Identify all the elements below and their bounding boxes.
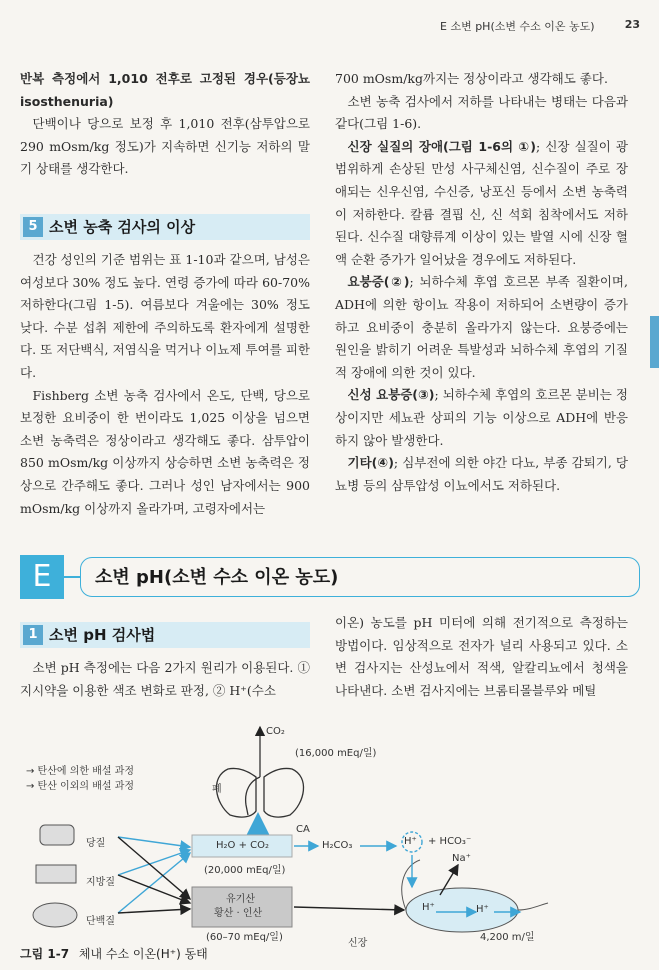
chapter-tab	[650, 316, 659, 368]
flow-rate: 4,200 m/일	[480, 932, 535, 943]
term: 요붕증(②)	[347, 274, 410, 290]
section-title: 소변 pH 검사법	[49, 626, 156, 644]
legend-noncarbonic: → 탄산 이외의 배설 과정	[26, 781, 135, 792]
box2-line1: 유기산	[226, 894, 255, 905]
box2-rate: (60–70 mEq/일)	[206, 932, 283, 943]
h-ion-kidney: H⁺	[422, 902, 435, 913]
legend-carbonic: → 탄산에 의한 배설 과정	[26, 766, 135, 777]
paragraph: Fishberg 소변 농축 검사에서 온도, 단백, 당으로 보정한 요비중이 한 번이라도 1,025 이상을 넘으면 소변 농축력은 정상이라고 생각해도 좋다. 삼투압이 850 mOsm/kg 이상까지 상승하면 소변 농축력은 정상으로 간주해도 좋다. 그러나 성인 남자에서는 900 mOsm/kg 이상까지 올라가며, 고령자에서는	[20, 387, 310, 516]
sugar-label: 당질	[86, 838, 106, 849]
left-column-top	[20, 68, 310, 181]
section-heading-1	[20, 622, 310, 648]
box1-label: H₂O + CO₂	[216, 840, 269, 851]
lung-label: 폐	[212, 784, 222, 795]
h-ion-label: H⁺	[404, 836, 417, 847]
section-title-box: 소변 pH(소변 수소 이온 농도)	[80, 557, 640, 597]
ca-label: CA	[296, 824, 310, 835]
kidney-icon	[402, 860, 548, 932]
kidney-label: 신장	[348, 938, 368, 949]
paragraph: 건강 성인의 기준 범위는 표 1-10과 같으며, 남성은 여성보다 30% 정도 높다. 연령 증가에 따라 60-70% 저하한다(그림 1-5). 여름보다 겨울에는 30% 정도 낮다. 수분 섭취 제한에 주의하도록 환자에게 설명한다. 또 저단백식, 저염식을 먹거나 이뇨제 투여를 피한다.	[20, 252, 310, 380]
paragraph: 신성 요붕증(③); 뇌하수체 후엽의 호르몬 분비는 정상이지만 세뇨관 상피의 기능 이상으로 ADH에 반응하지 않아 발생한다.	[335, 387, 628, 448]
section-number: 1	[23, 625, 43, 645]
co2-label: CO₂	[266, 726, 285, 737]
paragraph: 700 mOsm/kg까지는 정상이라고 생각해도 좋다.	[335, 71, 608, 86]
section-letter-badge: E	[20, 555, 64, 599]
lung-icon	[216, 727, 303, 817]
protein-icon	[33, 903, 77, 927]
co2-rate: (16,000 mEq/일)	[295, 748, 377, 759]
figure-label: 그림 1-7	[20, 947, 70, 961]
paragraph: 기타(④); 심부전에 의한 야간 다뇨, 부종 감퇴기, 당뇨병 등의 삼투압성 이뇨에서도 저하된다.	[335, 455, 628, 493]
paragraph: 소변 농축 검사에서 저하를 나타내는 병태는 다음과 같다(그림 1-6).	[335, 93, 628, 132]
left-column-bottom	[20, 657, 310, 702]
running-header	[440, 18, 640, 34]
right-column-top	[335, 68, 628, 497]
box2-line2: 황산 · 인산	[214, 908, 263, 919]
badge-connector	[64, 576, 80, 578]
page-number: 23	[624, 18, 640, 31]
h2co3-label: H₂CO₃	[322, 840, 353, 851]
paragraph: 이온) 농도를 pH 미터에 의해 전기적으로 측정하는 방법이다. 임상적으로 전자가 널리 사용되고 있다. 소변 검사지는 산성뇨에서 적색, 알칼리뇨에서 청색을 나타낸다. 소변 검사지에는 브롬티몰블루와 메틸	[335, 615, 628, 698]
term: 신성 요붕증(③)	[347, 387, 435, 403]
right-column-bottom	[335, 612, 628, 702]
paragraph: 신장 실질의 장애(그림 1-6의 ①); 신장 실질이 광범위하게 손상된 만성 사구체신염, 신수질이 주로 장애되는 신우신염, 수신증, 낭포신 등에서 소변 농축력이 저하한다. 칼륨 결핍 신, 신 석회 침착에서도 저하된다. 신수질 대향류계 이상이 있는 발열 시에 신장 혈액 순환 증가가 일어났을 경우에도 저하된다.	[335, 138, 628, 267]
protein-label: 단백질	[86, 916, 115, 927]
h-ion-urine: H⁺	[476, 904, 489, 915]
na-label: Na⁺	[452, 853, 471, 864]
figure-title: 체내 수소 이온(H⁺) 동태	[78, 947, 208, 961]
section-number: 5	[23, 217, 43, 237]
paragraph: 요붕증(②); 뇌하수체 후엽 호르몬 부족 질환이며, ADH에 의한 항이뇨 작용이 저하되어 소변량이 증가하고 요비중이 충분히 올라가지 않는다. 요붕증에는 원인을 밝히기 어려운 특발성과 뇌하수체 후엽의 기질적 장애에 의한 것이 있다.	[335, 274, 628, 380]
fat-icon	[36, 865, 76, 883]
box1-rate: (20,000 mEq/일)	[204, 865, 286, 876]
term: 기타(④)	[347, 455, 394, 471]
paragraph: 단백이나 당으로 보정 후 1,010 전후(삼투압으로 290 mOsm/kg 정도)가 지속하면 신기능 저하의 말기 상태를 생각한다.	[20, 116, 310, 177]
sugar-icon	[40, 825, 74, 845]
section-heading-5	[20, 214, 310, 240]
running-title: E 소변 pH(소변 수소 이온 농도)	[440, 20, 595, 33]
fat-label: 지방질	[86, 877, 115, 888]
hco3-label: + HCO₃⁻	[428, 836, 472, 847]
paragraph: 소변 pH 측정에는 다음 2가지 원리가 이용된다. ① 지시약을 이용한 색조 변화로 판정, ② H⁺(수소	[20, 660, 310, 698]
isosthenuria-lead: 반복 측정에서 1,010 전후로 고정된 경우(등장뇨 isosthenuria)	[20, 71, 310, 109]
left-column-body	[20, 249, 310, 520]
section-title: 소변 농축 검사의 이상	[49, 218, 196, 236]
term: 신장 실질의 장애(그림 1-6의 ①)	[347, 138, 536, 154]
figure-caption	[20, 945, 208, 962]
